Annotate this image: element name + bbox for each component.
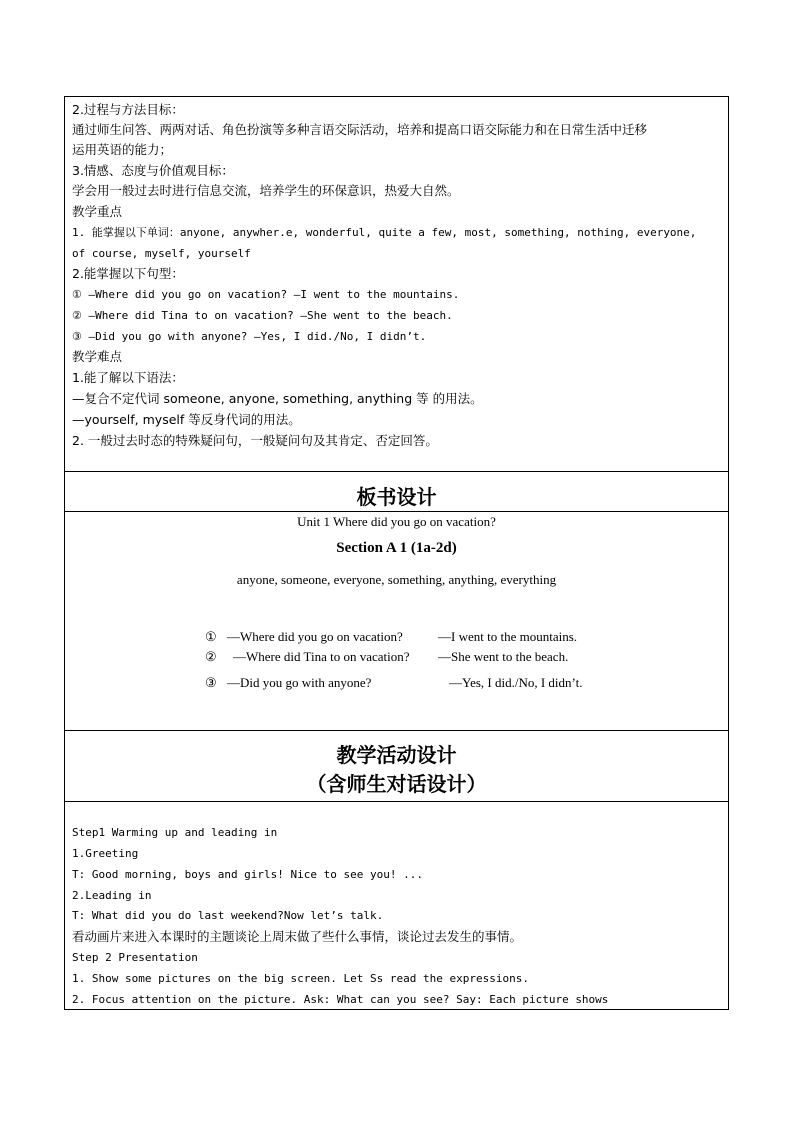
table-divider bbox=[65, 801, 728, 802]
vocab-line-1: 1. 能掌握以下单词：anyone, anywher.e, wonderful, quite a few, most, something, nothing, everyone, bbox=[72, 226, 697, 239]
process-objective-text-cont: 运用英语的能力； bbox=[72, 142, 173, 157]
activity-line: Step 2 Presentation bbox=[72, 951, 198, 964]
pattern-number: ③ bbox=[205, 675, 217, 690]
board-unit-title: Unit 1 Where did you go on vacation? bbox=[297, 514, 496, 529]
activity-line: Step1 Warming up and leading in bbox=[72, 826, 278, 839]
grammar-item: —yourself, myself 等反身代词的用法。 bbox=[72, 412, 301, 427]
pattern-number: ② bbox=[205, 649, 217, 664]
activity-line: 看动画片来进入本课时的主题谈论上周末做了些什么事情，谈论过去发生的事情。 bbox=[72, 929, 523, 944]
pattern-answer: —Yes, I did./No, I didn’t. bbox=[449, 675, 583, 690]
vocab-line-2: of course, myself, yourself bbox=[72, 247, 251, 260]
pattern-question: —Where did you go on vacation? bbox=[227, 629, 403, 644]
emotion-objective-text: 学会用一般过去时进行信息交流，培养学生的环保意识，热爱大自然。 bbox=[72, 183, 460, 198]
process-objective-text: 通过师生问答、两两对话、角色扮演等多种言语交际活动，培养和提高口语交际能力和在日常生活中迁移 bbox=[72, 122, 648, 137]
pattern-question: —Did you go with anyone? bbox=[227, 675, 372, 690]
activity-line: 1.Greeting bbox=[72, 847, 139, 860]
activity-line: T: Good morning, boys and girls! Nice to see you! ... bbox=[72, 868, 423, 881]
activity-line: 1. Show some pictures on the big screen. Let Ss read the expressions. bbox=[72, 972, 529, 985]
grammar-item: —复合不定代词 someone, anyone, something, anything 等 的用法。 bbox=[72, 391, 483, 406]
activity-line: T: What did you do last weekend?Now let’s talk. bbox=[72, 909, 384, 922]
pattern-number: ① bbox=[205, 629, 217, 644]
table-divider bbox=[65, 471, 728, 472]
table-divider bbox=[65, 511, 728, 512]
sentence-pattern: ② —Where did Tina to on vacation? —She went to the beach. bbox=[72, 309, 453, 322]
pattern-answer: —I went to the mountains. bbox=[438, 629, 578, 644]
grammar-title: 1.能了解以下语法： bbox=[72, 370, 184, 385]
lesson-plan-table bbox=[64, 96, 729, 1010]
pattern-question: —Where did Tina to on vacation? bbox=[233, 649, 410, 664]
pattern-answer: —She went to the beach. bbox=[438, 649, 569, 664]
difficulties-title: 教学难点 bbox=[72, 349, 123, 364]
activity-subheading: （含师生对话设计） bbox=[306, 772, 487, 796]
emotion-objective-title: 3.情感、态度与价值观目标： bbox=[72, 163, 234, 178]
sentence-pattern: ③ —Did you go with anyone? —Yes, I did./No, I didn’t. bbox=[72, 330, 427, 343]
sentence-pattern: ① —Where did you go on vacation? —I went to the mountains. bbox=[72, 288, 460, 301]
board-words: anyone, someone, everyone, something, anything, everything bbox=[236, 572, 557, 587]
activity-line: 2.Leading in bbox=[72, 889, 152, 902]
board-heading: 板书设计 bbox=[356, 485, 437, 509]
board-section: Section A 1 (1a-2d) bbox=[336, 540, 457, 556]
grammar-item: 2. 一般过去时态的特殊疑问句，一般疑问句及其肯定、否定回答。 bbox=[72, 433, 438, 448]
table-divider bbox=[65, 730, 728, 731]
activity-line: 2. Focus attention on the picture. Ask: What can you see? Say: Each picture shows bbox=[72, 993, 609, 1006]
sentence-title: 2.能掌握以下句型： bbox=[72, 266, 184, 281]
key-points-title: 教学重点 bbox=[72, 204, 123, 219]
activity-heading: 教学活动设计 bbox=[336, 743, 457, 767]
process-objective-title: 2.过程与方法目标： bbox=[72, 102, 184, 117]
